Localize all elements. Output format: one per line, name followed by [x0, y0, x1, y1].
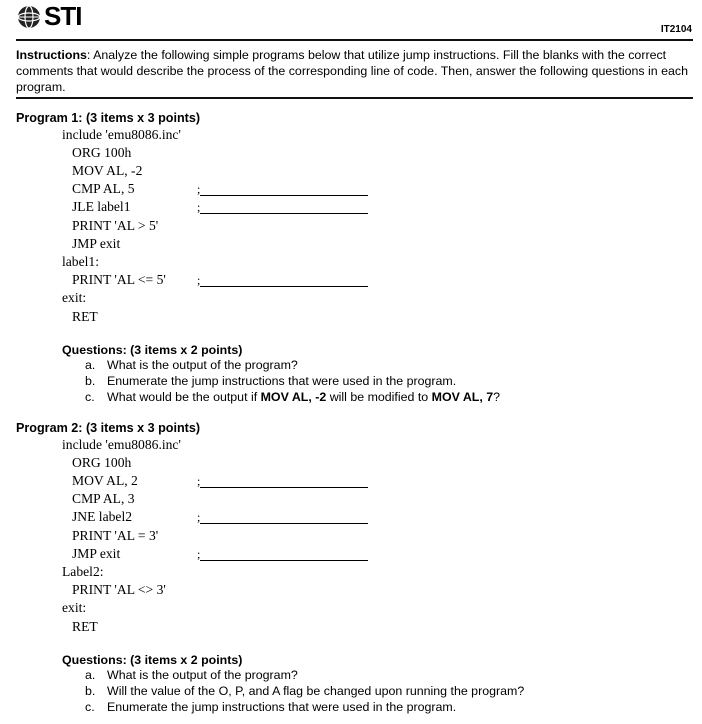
question-letter: a. [85, 358, 96, 372]
code-line: JMP exit [72, 236, 121, 251]
sti-logo [16, 1, 82, 31]
code-line: JLE label1 [72, 199, 131, 214]
code-line: include 'emu8086.inc' [62, 127, 181, 142]
header-divider [16, 39, 693, 41]
question-letter: a. [85, 668, 96, 682]
question-text: What is the output of the program? [107, 358, 298, 372]
code-line: CMP AL, 3 [72, 491, 135, 506]
code-line: ORG 100h [72, 145, 132, 160]
question-letter: c. [85, 700, 95, 714]
code-line: JNE label2 [72, 509, 133, 524]
instructions-divider [16, 97, 693, 99]
question-text: Enumerate the jump instructions that were used in the program. [107, 700, 457, 714]
code-label: exit: [62, 600, 87, 615]
code-label: Label2: [62, 564, 104, 579]
code-label: label1: [62, 254, 99, 269]
instructions-text: : Analyze the following simple programs below that utilize jump instructions. Fill the blanks with the correct comments that would describe the process of the corresponding line of code. Then, answer the following questions in each program. [16, 48, 689, 94]
code-line: MOV AL, -2 [72, 163, 143, 178]
code-line: ORG 100h [72, 455, 132, 470]
globe-icon [16, 3, 46, 31]
question-letter: b. [85, 374, 96, 388]
code-line: PRINT 'AL <= 5' [72, 272, 166, 287]
question-text: What would be the output if MOV AL, -2 will be modified to MOV AL, 7? [107, 390, 501, 404]
instructions-paragraph [16, 47, 694, 95]
code-line: JMP exit [72, 546, 121, 561]
code-line: PRINT 'AL = 3' [72, 528, 159, 543]
code-line: PRINT 'AL > 5' [72, 218, 159, 233]
document-code: IT2104 [660, 24, 692, 35]
code-line: RET [72, 309, 98, 324]
code-line: CMP AL, 5 [72, 181, 135, 196]
code-line: RET [72, 619, 98, 634]
logo-text: STI [44, 1, 82, 31]
program2-questions-title: Questions: (3 items x 2 points) [62, 653, 243, 667]
question-text: What is the output of the program? [107, 668, 298, 682]
question-text: Enumerate the jump instructions that were used in the program. [107, 374, 457, 388]
question-text: Will the value of the O, P, and A flag be changed upon running the program? [107, 684, 525, 698]
program1-title: Program 1: (3 items x 3 points) [16, 111, 201, 125]
instructions-label: Instructions [16, 48, 87, 62]
code-line: include 'emu8086.inc' [62, 437, 181, 452]
code-line: PRINT 'AL <> 3' [72, 582, 166, 597]
question-letter: c. [85, 390, 95, 404]
code-line: MOV AL, 2 [72, 473, 138, 488]
program2-title: Program 2: (3 items x 3 points) [16, 421, 201, 435]
question-letter: b. [85, 684, 96, 698]
program1-questions-title: Questions: (3 items x 2 points) [62, 343, 243, 357]
code-label: exit: [62, 290, 87, 305]
